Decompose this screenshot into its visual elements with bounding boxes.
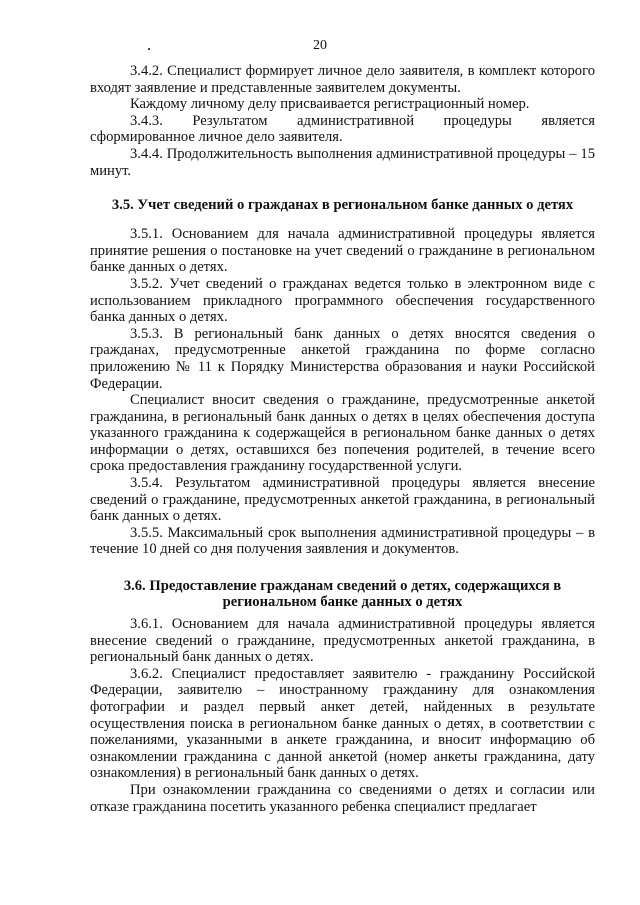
- paragraph-3-5-5: 3.5.5. Максимальный срок выполнения административной процедуры – в течение 10 дней со дня получения заявления и документов.: [90, 524, 595, 558]
- paragraph-3-6-2: 3.6.2. Специалист предоставляет заявителю - гражданину Российской Федерации, заявителю – иностранному гражданину для ознакомления фотографии и раздел первый анкет детей, найденных в результате осуществления поиска в региональном банке данных о детях, в соответствии с пожеланиями, указанными в анкете гражданина, и вносит информацию об ознакомлении гражданина с данной анкетой (номер анкеты гражданина, дату ознакомления) в региональный банк данных о детях.: [90, 665, 595, 782]
- section-heading-3-5: 3.5. Учет сведений о гражданах в региональном банке данных о детях: [111, 197, 574, 214]
- paragraph-3-5-3: 3.5.3. В региональный банк данных о детях вносятся сведения о гражданах, предусмотренные анкетой гражданина по форме согласно приложению № 11 к Порядку Министерства образования и науки Российской Федерации.: [90, 325, 595, 392]
- page-number: 20: [313, 38, 327, 53]
- paragraph-3-4-4: 3.4.4. Продолжительность выполнения административной процедуры – 15 минут.: [90, 145, 595, 179]
- paragraph-3-4-3: 3.4.3. Результатом административной процедуры является сформированное личное дело заявителя.: [90, 112, 595, 146]
- paragraph-3-5-4: 3.5.4. Результатом административной процедуры является внесение сведений о гражданине, предусмотренных анкетой гражданина, в региональный банк данных о детях.: [90, 475, 595, 525]
- paragraph-3-6-1: 3.6.1. Основанием для начала административной процедуры является внесение сведений о гражданине, предусмотренных анкетой гражданина, в региональный банк данных о детях.: [90, 616, 595, 666]
- paragraph-3-5-2: 3.5.2. Учет сведений о гражданах ведется только в электронном виде с использованием прикладного программного обеспечения государственного банка данных о детях.: [90, 275, 595, 326]
- paragraph-3-5-1: 3.5.1. Основанием для начала административной процедуры является принятие решения о постановке на учет сведений о гражданине в региональном банке данных о детях.: [90, 226, 595, 276]
- paragraph-specialist-enters: Специалист вносит сведения о гражданине, предусмотренные анкетой гражданина, в региональный банк данных о детях в целях обеспечения доступа указанного гражданина к содержащейся в региональном банке данных о детях информации о детях, оставшихся без попечения родителей, в течение всего срока предоставления гражданину государственной услуги.: [90, 392, 595, 475]
- section-heading-3-6: 3.6. Предоставление гражданам сведений о детях, содержащихся в региональном банке данных о детях: [123, 578, 562, 611]
- paragraph-3-4-2: 3.4.2. Специалист формирует личное дело заявителя, в комплект которого входят заявление и представленные заявителем документы.: [90, 63, 595, 96]
- paragraph-registration-number: Каждому личному делу присваивается регистрационный номер.: [130, 96, 530, 113]
- document-body: [90, 63, 595, 815]
- paragraph-acquaintance: При ознакомлении гражданина со сведениями о детях и согласии или отказе гражданина посетить указанного ребенка специалист предлагает: [90, 781, 595, 815]
